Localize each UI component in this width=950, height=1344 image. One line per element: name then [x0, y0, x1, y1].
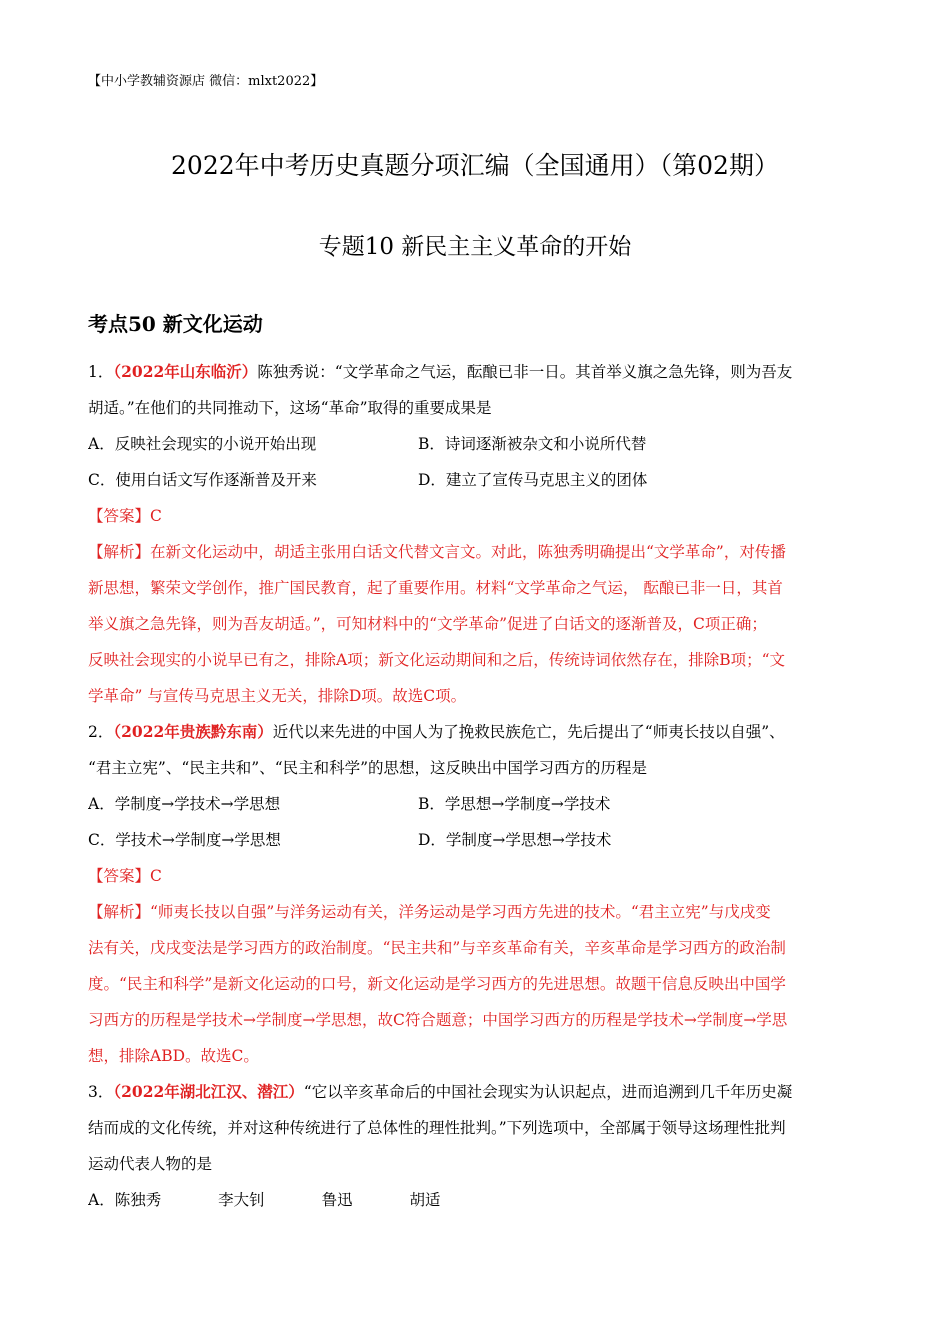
question-1-explanation-line: 学革命” 与宣传马克思主义无关，排除D项。故选C项。 — [88, 687, 467, 705]
question-3-stem-line-2: 结而成的文化传统，并对这种传统进行了总体性的理性批判。”下列选项中，全部属于领导这场理性批判 — [88, 1119, 786, 1137]
question-stem: 陈独秀说：“文学革命之气运，酝酿已非一日。其首举义旗之急先锋，则为吾友 — [257, 363, 793, 381]
question-source: （2022年湖北江汉、潜江） — [113, 1082, 304, 1101]
header-note: 【中小学教辅资源店 微信：mlxt2022】 — [88, 74, 324, 89]
question-source: （2022年贵族黔东南） — [113, 722, 273, 741]
question-stem: “它以辛亥革命后的中国社会现实为认识起点，进而追溯到几千年历史凝 — [303, 1083, 793, 1101]
option-c: C．使用白话文写作逐渐普及开来 — [88, 471, 317, 489]
question-3-stem-line-3: 运动代表人物的是 — [88, 1155, 213, 1173]
question-2-explanation-line: 【解析】“师夷长技以自强”与洋务运动有关，洋务运动是学习西方先进的技术。“君主立宪”与戊戌变 — [88, 903, 771, 921]
question-2-stem-line-2: “君主立宪”、“民主共和”、“民主和科学”的思想，这反映出中国学习西方的历程是 — [88, 759, 648, 777]
question-number: 3． — [88, 1083, 114, 1101]
question-2-explanation-line: 习西方的历程是学技术→学制度→学思想，故C符合题意；中国学习西方的历程是学技术→学制度→学思 — [88, 1011, 788, 1029]
section-title: 考点50 新文化运动 — [88, 312, 263, 336]
question-2-options-row-2 — [88, 822, 863, 858]
question-1-explanation-line: 举义旗之急先锋，则为吾友胡适。”，可知材料中的“文学革命”促进了白话文的逐渐普及，C项正确； — [88, 615, 767, 633]
question-2-explanation-line: 想，排除ABD。故选C。 — [88, 1047, 259, 1065]
question-stem: 近代以来先进的中国人为了挽救民族危亡，先后提出了“师夷长技以自强”、 — [272, 723, 785, 741]
option-d: D．学制度→学思想→学技术 — [418, 831, 612, 849]
main-title: 2022年中考历史真题分项汇编（全国通用）（第02期） — [171, 151, 779, 180]
option-a: A．反映社会现实的小说开始出现 — [88, 435, 317, 453]
question-number: 2． — [88, 723, 114, 741]
question-2-explanation-line: 法有关，戊戌变法是学习西方的政治制度。“民主共和”与辛亥革命有关，辛亥革命是学习西方的政治制 — [88, 939, 786, 957]
question-3-stem-line-1 — [88, 1074, 863, 1110]
question-source: （2022年山东临沂） — [113, 362, 258, 381]
question-1-explanation-line: 反映社会现实的小说早已有之，排除A项；新文化运动期间和之后，传统诗词依然存在，排除B项；“文 — [88, 651, 786, 669]
option-name: 胡适 — [409, 1191, 441, 1209]
question-1-stem-line-2: 胡适。”在他们的共同推动下，这场“革命”取得的重要成果是 — [88, 399, 492, 417]
option-a: A．学制度→学技术→学思想 — [88, 795, 281, 813]
question-number: 1． — [88, 363, 114, 381]
question-1-explanation-line: 新思想，繁荣文学创作，推广国民教育，起了重要作用。材料“文学革命之气运， 酝酿已非一日，其首 — [88, 579, 783, 597]
option-d: D．建立了宣传马克思主义的团体 — [418, 471, 648, 489]
option-name: 鲁迅 — [321, 1191, 353, 1209]
question-3-option-a — [88, 1182, 863, 1218]
question-1-answer: 【答案】C — [88, 507, 162, 525]
sub-title: 专题10 新民主主义革命的开始 — [318, 234, 632, 260]
question-2-explanation-line: 度。“民主和科学”是新文化运动的口号，新文化运动是学习西方的先进思想。故题干信息反映出中国学 — [88, 975, 786, 993]
question-2-answer: 【答案】C — [88, 867, 162, 885]
option-a-label: A．陈独秀 — [88, 1191, 162, 1209]
question-2-options-row-1 — [88, 786, 863, 822]
question-1-stem-line-1 — [88, 354, 863, 390]
question-2-stem-line-1 — [88, 714, 863, 750]
option-b: B．学思想→学制度→学技术 — [418, 795, 611, 813]
question-content — [88, 354, 863, 1218]
option-b: B．诗词逐渐被杂文和小说所代替 — [418, 435, 647, 453]
option-name: 李大钊 — [218, 1191, 265, 1209]
question-1-options-row-1 — [88, 426, 863, 462]
question-1-explanation-line: 【解析】在新文化运动中，胡适主张用白话文代替文言文。对此，陈独秀明确提出“文学革命”，对传播 — [88, 543, 786, 561]
option-c: C．学技术→学制度→学思想 — [88, 831, 281, 849]
question-1-options-row-2 — [88, 462, 863, 498]
